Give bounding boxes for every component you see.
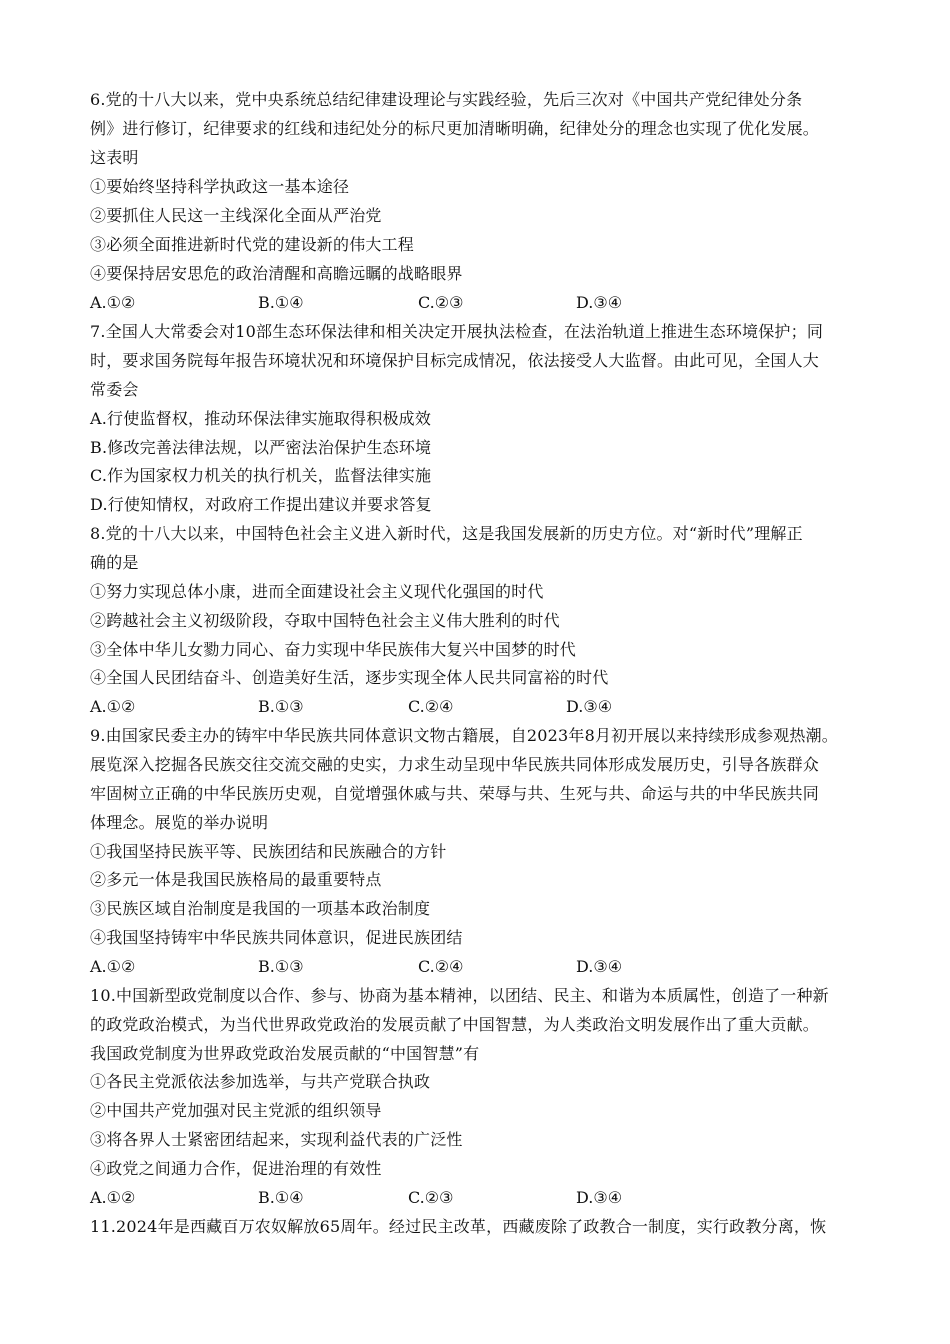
q6-option-c: C.②③ (418, 293, 464, 312)
q10-option-c: C.②③ (408, 1188, 454, 1207)
q10-options (90, 1188, 890, 1208)
q8-item-3: ③全体中华儿女勠力同心、奋力实现中华民族伟大复兴中国梦的时代 (90, 640, 577, 659)
q7-stem-line-1: 7.全国人大常委会对10部生态环保法律和相关决定开展执法检查，在法治轨道上推进生态环境保护；同 (90, 322, 824, 341)
q10-stem-line-2: 的政党政治模式，为当代世界政党政治的发展贡献了中国智慧，为人类政治文明发展作出了重大贡献。 (90, 1015, 820, 1034)
q10-option-d: D.③④ (576, 1188, 623, 1207)
q11-stem-line-1: 11.2024年是西藏百万农奴解放65周年。经过民主改革，西藏废除了政教合一制度，实行政教分离，恢 (90, 1217, 827, 1236)
q9-stem-line-4: 体理念。展览的举办说明 (90, 813, 269, 832)
q10-stem-line-1: 10.中国新型政党制度以合作、参与、协商为基本精神，以团结、民主、和谐为本质属性，创造了一种新 (90, 986, 829, 1005)
q6-option-d: D.③④ (576, 293, 623, 312)
q6-item-1: ①要始终坚持科学执政这一基本途径 (90, 177, 350, 196)
q9-stem-line-3: 牢固树立正确的中华民族历史观，自觉增强休戚与共、荣辱与共、生死与共、命运与共的中华民族共同 (90, 784, 820, 803)
q8-options (90, 697, 890, 717)
q9-item-4: ④我国坚持铸牢中华民族共同体意识，促进民族团结 (90, 928, 463, 947)
q9-option-c: C.②④ (418, 957, 464, 976)
q6-stem-line-1: 6.党的十八大以来，党中央系统总结纪律建设理论与实践经验，先后三次对《中国共产党纪律处分条 (90, 90, 803, 109)
q9-option-b: B.①③ (258, 957, 304, 976)
q7-choice-c: C.作为国家权力机关的执行机关，监督法律实施 (90, 466, 432, 485)
q9-stem-line-2: 展览深入挖掘各民族交往交流交融的史实，力求生动呈现中华民族共同体形成发展历史，引导各族群众 (90, 755, 820, 774)
q7-choice-d: D.行使知情权，对政府工作提出建议并要求答复 (90, 495, 432, 514)
q10-option-a: A.①② (90, 1188, 136, 1207)
q6-item-2: ②要抓住人民这一主线深化全面从严治党 (90, 206, 382, 225)
q7-stem-line-2: 时，要求国务院每年报告环境状况和环境保护目标完成情况，依法接受人大监督。由此可见，全国人大 (90, 351, 820, 370)
q6-item-4: ④要保持居安思危的政治清醒和高瞻远瞩的战略眼界 (90, 264, 463, 283)
q9-item-3: ③民族区域自治制度是我国的一项基本政治制度 (90, 899, 431, 918)
q9-option-a: A.①② (90, 957, 136, 976)
q7-choice-a: A.行使监督权，推动环保法律实施取得积极成效 (90, 409, 432, 428)
q10-item-2: ②中国共产党加强对民主党派的组织领导 (90, 1101, 382, 1120)
q8-option-a: A.①② (90, 697, 136, 716)
q6-option-a: A.①② (90, 293, 136, 312)
q10-item-3: ③将各界人士紧密团结起来，实现利益代表的广泛性 (90, 1130, 463, 1149)
q8-option-b: B.①③ (258, 697, 304, 716)
q10-stem-line-3: 我国政党制度为世界政党政治发展贡献的“中国智慧”有 (90, 1044, 480, 1063)
q6-option-b: B.①④ (258, 293, 304, 312)
q8-stem-line-2: 确的是 (90, 553, 139, 572)
q8-stem-line-1: 8.党的十八大以来，中国特色社会主义进入新时代，这是我国发展新的历史方位。对“新时代”理解正 (90, 524, 803, 543)
q9-stem-line-1: 9.由国家民委主办的铸牢中华民族共同体意识文物古籍展，自2023年8月初开展以来持续形成参观热潮。 (90, 726, 838, 745)
q6-item-3: ③必须全面推进新时代党的建设新的伟大工程 (90, 235, 415, 254)
q9-options (90, 957, 890, 977)
q9-item-2: ②多元一体是我国民族格局的最重要特点 (90, 870, 382, 889)
q6-options (90, 293, 890, 313)
q6-stem-line-2: 例》进行修订，纪律要求的红线和违纪处分的标尺更加清晰明确，纪律处分的理念也实现了优化发展。 (90, 119, 820, 138)
q9-item-1: ①我国坚持民族平等、民族团结和民族融合的方针 (90, 842, 447, 861)
q9-option-d: D.③④ (576, 957, 623, 976)
q7-choice-b: B.修改完善法律法规，以严密法治保护生态环境 (90, 438, 432, 457)
q8-option-c: C.②④ (408, 697, 454, 716)
q7-stem-line-3: 常委会 (90, 380, 139, 399)
q8-option-d: D.③④ (566, 697, 613, 716)
q6-stem-line-3: 这表明 (90, 148, 139, 167)
q10-item-4: ④政党之间通力合作，促进治理的有效性 (90, 1159, 382, 1178)
q10-item-1: ①各民主党派依法参加选举，与共产党联合执政 (90, 1072, 431, 1091)
q10-option-b: B.①④ (258, 1188, 304, 1207)
q8-item-2: ②跨越社会主义初级阶段，夺取中国特色社会主义伟大胜利的时代 (90, 611, 560, 630)
q8-item-4: ④全国人民团结奋斗、创造美好生活，逐步实现全体人民共同富裕的时代 (90, 668, 609, 687)
q8-item-1: ①努力实现总体小康，进而全面建设社会主义现代化强国的时代 (90, 582, 544, 601)
